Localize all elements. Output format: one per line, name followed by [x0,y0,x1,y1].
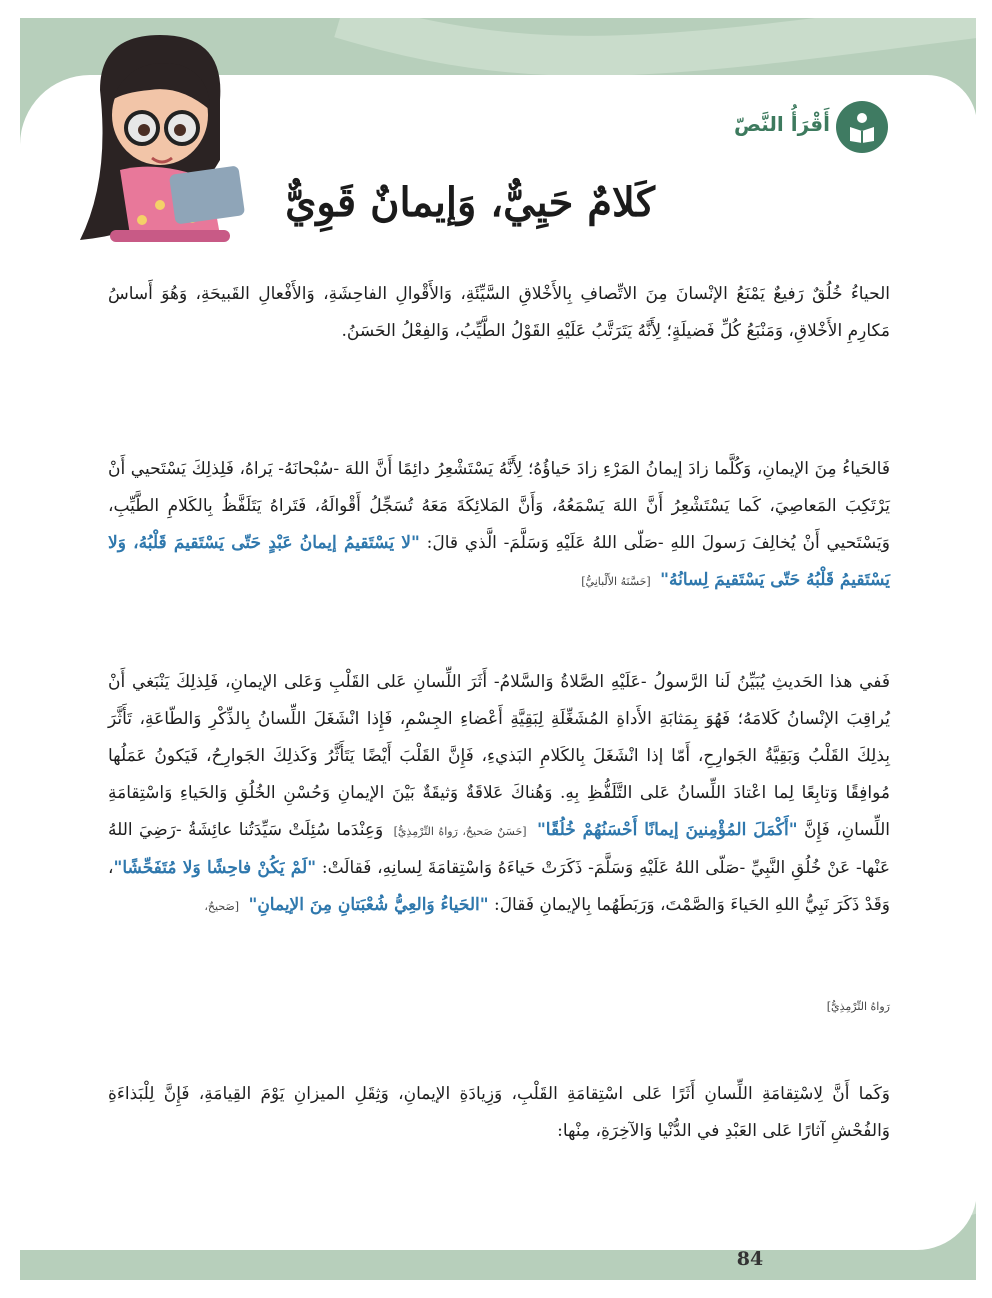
reading-book-icon [836,101,888,153]
citation-1: [حَسَّنَهُ الأَلْبانِيُّ] [581,575,651,588]
hadith-quote-4: "الحَياءُ وَالعِيُّ شُعْبَتانِ مِنَ الإيمانِ" [248,895,489,915]
citation-2: [حَسَنٌ صَحيحٌ، رَواهُ التِّرْمِذِيُّ] [393,825,527,838]
hadith-quote-3: "لَمْ يَكُنْ فاحِشًا وَلا مُتَفَحِّشًا" [113,858,317,878]
paragraph-3-text-c: ، وَقَدْ ذَكَرَ نَبِيُّ اللهِ الحَياءَ وَالصَّمْتَ، وَرَبَطَهُما بِالإيمانِ فَقالَ: [108,858,890,915]
hadith-quote-2: "أَكْمَلَ المُؤْمِنينَ إيمانًا أَحْسَنُهُمْ خُلُقًا" [536,820,798,840]
hadith-quote-1: "لا يَسْتَقيمُ إيمانُ عَبْدٍ حَتّى يَسْتَقيمَ قَلْبُهُ، وَلا يَسْتَقيمُ قَلْبُهُ حَتّى يَسْتَقيمَ لِسانُهُ" [108,533,890,590]
paragraph-3-text-a: فَفي هذا الحَديثِ يُبَيِّنُ لَنا الرَّسولُ -عَلَيْهِ الصَّلاةُ وَالسَّلامُ- أَثَرَ اللِّسانِ عَلى القَلْبِ وَعَلى الإيمانِ، فَلِذلِكَ يَنْبَغي أَنْ يُراقِبَ الإنْسانُ كَلامَهُ؛ فَهُوَ بِمَثابَةِ الأَداةِ المُشَغِّلَةِ لِبَقِيَّةِ أَعْضاءِ الجِسْمِ، فَإِذا انْشَغَلَ اللِّسانُ بِالذِّكْرِ وَالطّاعَةِ، تَأَثَّرَ بِذلِكَ القَلْبُ وَبَقِيَّةُ الجَوارِحِ، أَمّا إذا انْشَغَلَ بِالكَلامِ البَذيءِ، فَإِنَّ القَلْبَ أَيْضًا يَتَأَثَّرُ وَكَذلِكَ الجَوارِحُ، فَيَكونُ عَمَلُها مُوافِقًا وَتابِعًا لِما اعْتادَ اللِّسانُ عَلى التَّلَفُّظِ بِهِ. وَهُناكَ عَلاقَةٌ وَثيقَةٌ بَيْنَ الإيمانِ وَحُسْنِ الخُلُقِ وَالحَياءِ وَاسْتِقامَةِ اللِّسانِ، فَإِنَّ [108,672,890,840]
paragraph-1-text: الحياءُ خُلُقٌ رَفيعٌ يَمْنَعُ الإنْسانَ مِنَ الاتِّصافِ بِالأَخْلاقِ السَّيِّئَةِ، وَالأَقْوالِ الفاحِشَةِ، وَالأَفْعالِ القَبيحَةِ، وَهُوَ أَساسُ مَكارِمِ الأَخْلاقِ، وَمَنْبَعُ كُلِّ فَضيلَةٍ؛ لِأَنَّهُ يَتَرَتَّبُ عَلَيْهِ القَوْلُ الطَّيِّبُ، وَالفِعْلُ الحَسَنُ. [108,284,890,341]
page-number: 84 [736,1248,764,1270]
paragraph-4-text: وَكَما أَنَّ لِاسْتِقامَةِ اللِّسانِ أَثَرًا عَلى اسْتِقامَةِ القَلْبِ، وَزِيادَةِ الإيمانِ، وَثِقَلِ الميزانِ يَوْمَ القِيامَةِ، فَإِنَّ لِلْبَذاءَةِ وَالفُحْشِ آثارًا عَلى العَبْدِ في الدُّنْيا وَالآخِرَةِ، مِنْها: [108,1084,890,1141]
paragraph-3-text-b: وَعِنْدَما سُئِلَتْ سَيِّدَتُنا عائِشَةُ -رَضِيَ اللهُ عَنْها- عَنْ خُلُقِ النَّبِيِّ -صَلّى اللهُ عَلَيْهِ وَسَلَّمَ- ذَكَرَتْ حَياءَهُ وَاسْتِقامَةَ لِسانِهِ، فَقالَتْ: [108,820,890,878]
content-card [20,75,977,1250]
paragraph-4 [108,1076,890,1150]
paragraph-1 [108,276,890,350]
section-label: أَقْرَأُ النَّصّ [733,112,830,136]
citation-3: [صَحيحٌ، [204,900,240,913]
citation-3-continuation: رَواهُ التِّرْمِذِيُّ] [826,1000,890,1013]
paragraph-2 [108,451,890,600]
paragraph-3 [108,664,890,925]
page-title: كَلامٌ حَيِيٌّ، وَإيمانٌ قَوِيٌّ [285,179,655,226]
paragraph-2-text: فَالحَياءُ مِنَ الإيمانِ، وَكُلَّما زادَ إيمانُ المَرْءِ زادَ حَياؤُهُ؛ لِأَنَّهُ يَسْتَشْعِرُ دائِمًا أَنَّ اللهَ -سُبْحانَهُ- يَراهُ، فَلِذلِكَ يَسْتَحيي أَنْ يَرْتَكِبَ المَعاصِيَ، كَما يَسْتَشْعِرُ أَنَّ اللهَ يَسْمَعُهُ، وَأَنَّ المَلائِكَةَ مَعَهُ تُسَجِّلُ أَقْوالَهُ، فَتَراهُ يَتَلَفَّظُ بِالكَلامِ الطَّيِّبِ، وَيَسْتَحيي أَنْ يُخالِفَ رَسولَ اللهِ -صَلّى اللهُ عَلَيْهِ وَسَلَّمَ- الَّذي قالَ: [108,459,890,553]
footer-band [20,1250,976,1280]
